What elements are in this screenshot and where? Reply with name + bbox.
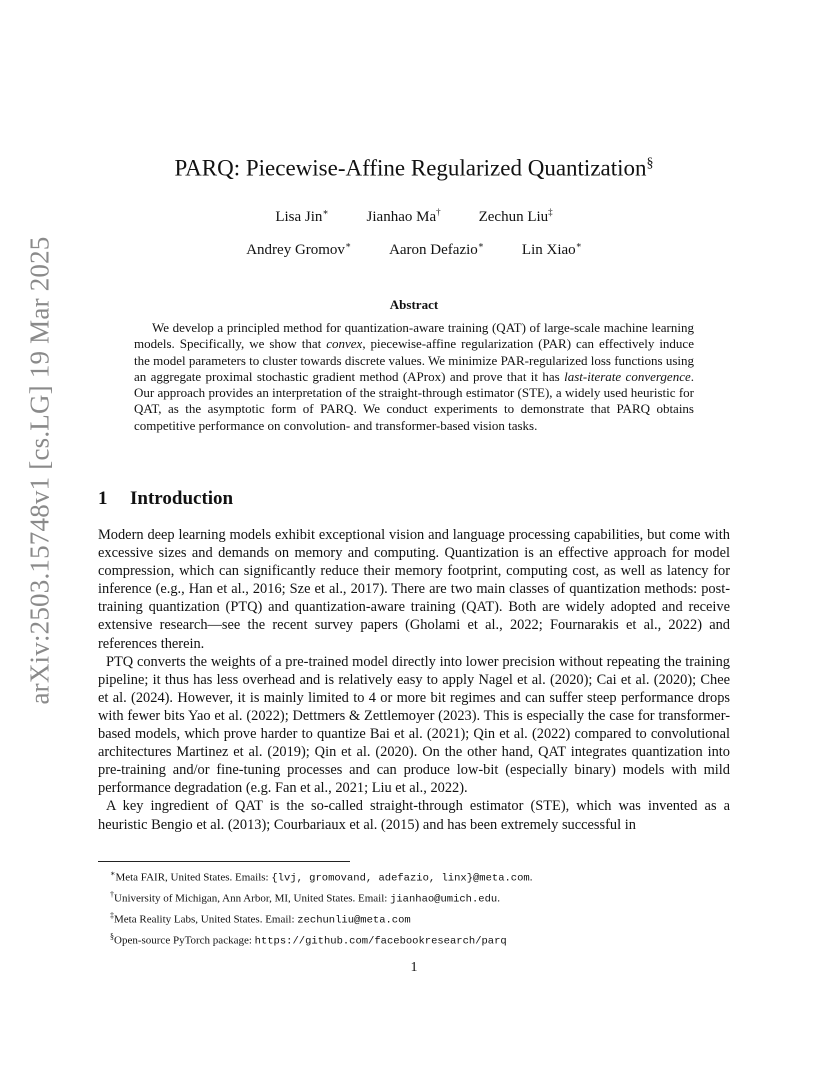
arxiv-stamp xyxy=(18,235,62,705)
author: Andrey Gromov∗ xyxy=(246,240,352,258)
abstract-heading: Abstract xyxy=(389,297,439,312)
footnotes xyxy=(110,866,730,950)
title-footnote-mark: § xyxy=(646,156,654,171)
author-row-1 xyxy=(98,198,730,231)
author: Lin Xiao∗ xyxy=(521,240,582,258)
paragraph: PTQ converts the weights of a pre-trained model directly into lower precision without repeating the training pipeline; it thus has less overhead and is relatively easy to apply Nagel et al. (2020); Cai et al. (2020); Chee et al. (2024). However, it is mainly limited to 4 or more bit regimes and can suffer steep performance drops with fewer bits Yao et al. (2022); Dettmers & Zettlemoyer (2023). This is especially the case for transformer-based models, which prove harder to quantize Bai et al. (2021); Qin et al. (2022) compared to convolutional architectures Martinez et al. (2019); Qin et al. (2020). On the other hand, QAT integrates quantization into pre-training and/or fine-tuning processes and can produce low-bit (especially binary) models with mild performance degradation (e.g. Fan et al., 2021; Liu et al., 2022). xyxy=(98,653,730,797)
author-list xyxy=(98,198,730,264)
paper-title-text: PARQ: Piecewise-Affine Regularized Quantization xyxy=(174,155,647,181)
paragraph: A key ingredient of QAT is the so-called straight-through estimator (STE), which was invented as a heuristic Bengio et al. (2013); Courbariaux et al. (2015) and has been extremely successful in xyxy=(98,798,730,833)
footnote: §Open-source PyTorch package: https://github.com/facebookresearch/parq xyxy=(110,931,507,948)
footnote: ∗Meta FAIR, United States. Emails: {lvj, gromovand, adefazio, linx}@meta.com. xyxy=(110,869,533,885)
page-number: 1 xyxy=(410,960,418,975)
footnote: ‡Meta Reality Labs, United States. Email: zechunliu@meta.com xyxy=(110,910,411,927)
arxiv-stamp-text: arXiv:2503.15748v1 [cs.LG] 19 Mar 2025 xyxy=(24,235,55,705)
github-link: https://github.com/facebookresearch/parq xyxy=(254,935,507,948)
abstract-body: We develop a principled method for quantization-aware training (QAT) of large-scale machine learning models. Specifically, we show that convex, piecewise-affine regularization (PAR) can effectively induce the model parameters to cluster towards discrete values. We minimize PAR-regularized loss functions using an aggregate proximal stochastic gradient method (AProx) and prove that it has last-iterate convergence. Our approach provides an interpretation of the straight-through estimator (STE), a widely used heuristic for QAT, as the asymptotic form of PARQ. We conduct experiments to demonstrate that PARQ obtains competitive performance on convolution- and transformer-based vision tasks. xyxy=(134,320,694,433)
author: Jianhao Ma† xyxy=(366,207,441,225)
footnote: †University of Michigan, Ann Arbor, MI, United States. Email: jianhao@umich.edu. xyxy=(110,889,500,906)
paper-title xyxy=(98,150,730,183)
paragraph: Modern deep learning models exhibit exceptional vision and language processing capabilities, but come with excessive sizes and demands on memory and computing. Quantization is an effective approach for model compression, which can significantly reduce their memory footprint, computing cost, as well as latency for inference (e.g., Han et al., 2016; Sze et al., 2017). There are two main classes of quantization methods: post-training quantization (PTQ) and quantization-aware training (QAT). Both are widely adopted and receive extensive research—see the recent survey papers (Gholami et al., 2022; Fournarakis et al., 2022) and references therein. xyxy=(98,527,730,652)
author-row-2 xyxy=(98,231,730,264)
author: Lisa Jin∗ xyxy=(275,207,329,225)
section-title: Introduction xyxy=(130,488,234,509)
footnote-rule xyxy=(98,861,350,862)
section-heading xyxy=(98,488,233,510)
section-number: 1 xyxy=(98,488,108,509)
author: Aaron Defazio∗ xyxy=(389,240,484,258)
introduction-body xyxy=(98,526,730,834)
author: Zechun Liu‡ xyxy=(478,207,553,225)
